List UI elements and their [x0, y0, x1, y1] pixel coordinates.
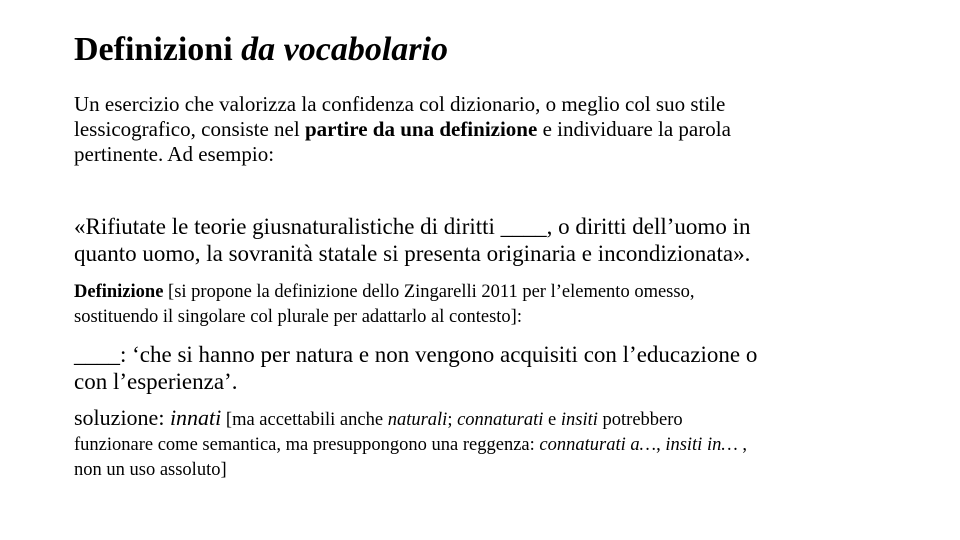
definition-note — [74, 280, 934, 330]
solution-text-6: , — [656, 435, 666, 455]
definition-line-1 — [74, 280, 934, 305]
solution-text-1: [ma accettabili anche — [221, 410, 388, 430]
intro-emphasis: partire da una definizione — [304, 117, 538, 141]
solution-example-1: connaturati a… — [539, 435, 657, 455]
solution-text-4: potrebbero — [597, 410, 683, 430]
intro-text-a: lessicografico, consiste nel — [74, 117, 305, 141]
solution-text-7: , — [737, 435, 748, 455]
solution-paragraph — [74, 405, 934, 483]
solution-line-3: non un uso assoluto] — [74, 460, 227, 480]
solution-line-2 — [74, 433, 934, 458]
definition-line-2: sostituendo il singolare col plurale per adattarlo al contesto]: — [74, 307, 522, 327]
solution-word-insiti: insiti — [560, 410, 598, 430]
intro-line-3: pertinente. Ad esempio: — [74, 142, 275, 166]
solution-text-5: funzionare come semantica, ma presuppongono una reggenza: — [74, 435, 540, 455]
dictionary-line-2: con l’esperienza’. — [74, 369, 238, 394]
slide-title — [74, 28, 448, 72]
solution-example-2: insiti in… — [665, 435, 738, 455]
quote-line-2: quanto uomo, la sovranità statale si presenta originaria e incondizionata». — [74, 241, 751, 266]
definition-text: [si propone la definizione dello Zingarelli 2011 per l’elemento omesso, — [163, 282, 695, 302]
solution-line-1 — [74, 405, 934, 433]
dictionary-definition — [74, 341, 934, 395]
solution-answer: innati — [169, 405, 222, 430]
quote-line-1: «Rifiutate le teorie giusnaturalistiche di diritti ____, o diritti dell’uomo in — [74, 214, 751, 239]
example-quote — [74, 213, 934, 267]
solution-text-3: e — [543, 410, 561, 430]
solution-word-naturali: naturali — [387, 410, 448, 430]
dictionary-line-1: ____: ‘che si hanno per natura e non vengono acquisiti con l’educazione o — [74, 342, 758, 367]
solution-label: soluzione: — [74, 405, 170, 430]
title-plain: Definizioni — [74, 31, 242, 68]
definition-label: Definizione — [74, 282, 164, 302]
intro-line-1: Un esercizio che valorizza la confidenza col dizionario, o meglio col suo stile — [74, 92, 726, 116]
title-italic: da vocabolario — [241, 31, 448, 68]
intro-text-b: e individuare la parola — [537, 117, 731, 141]
solution-word-connaturati: connaturati — [457, 410, 544, 430]
intro-line-2 — [74, 117, 934, 142]
intro-paragraph — [74, 92, 934, 167]
solution-text-2: ; — [447, 410, 458, 430]
